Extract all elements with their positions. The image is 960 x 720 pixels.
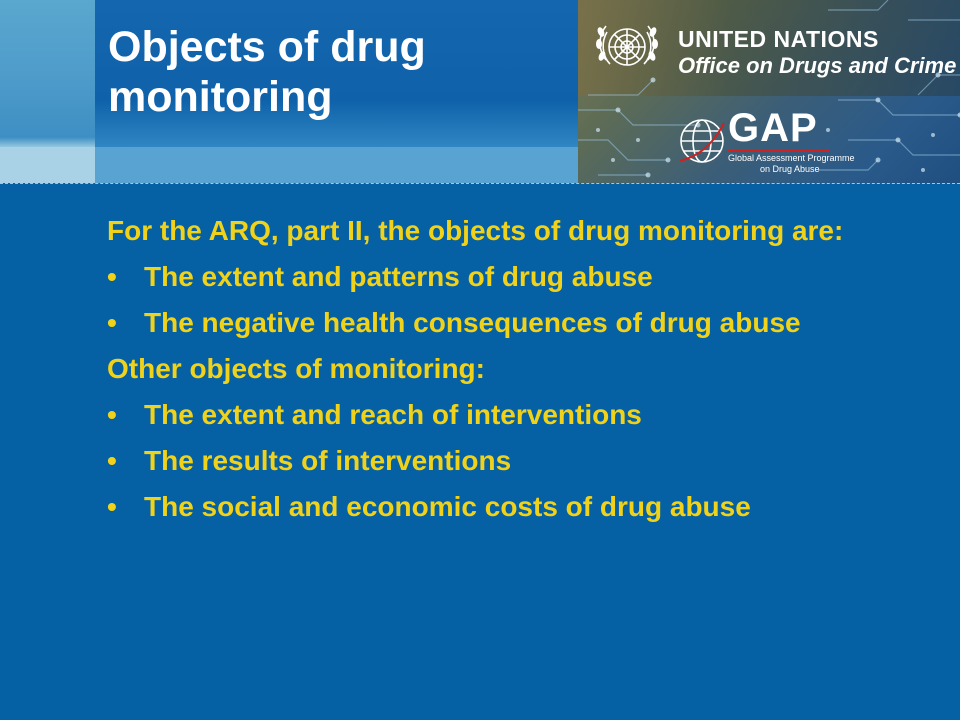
slide-title: Objects of drug monitoring [108, 23, 426, 121]
gap-tagline-line2: on Drug Abuse [760, 164, 820, 174]
gap-logo-underline [728, 150, 830, 152]
gap-logo-text: GAP [728, 106, 818, 150]
bullet-text: The extent and patterns of drug abuse [144, 261, 653, 292]
bullet-text: The extent and reach of interventions [144, 399, 642, 430]
bullet-text: The negative health consequences of drug abuse [144, 307, 801, 338]
bullet-glyph: • [107, 307, 117, 338]
bullet-item [107, 259, 917, 295]
slide-body [107, 213, 917, 535]
un-name-line2: Office on Drugs and Crime [678, 53, 957, 78]
bullet-glyph: • [107, 445, 117, 476]
un-name-line1: UNITED NATIONS [678, 26, 879, 52]
header-banner-image [578, 0, 960, 183]
bullet-text: The results of interventions [144, 445, 512, 476]
bullet-glyph: • [107, 399, 117, 430]
intro-paragraph: For the ARQ, part II, the objects of drug monitoring are: [107, 215, 844, 246]
header-left-strip [0, 0, 95, 183]
bullet-item [107, 397, 917, 433]
bullet-text: The social and economic costs of drug abuse [144, 491, 751, 522]
gap-globe-icon [676, 117, 728, 165]
gap-tagline-line1: Global Assessment Programme [728, 153, 855, 163]
un-emblem-icon [592, 14, 662, 80]
slide-header [0, 0, 960, 183]
bullet-item [107, 305, 917, 341]
header-divider [0, 183, 960, 184]
bullet-glyph: • [107, 491, 117, 522]
bullet-item [107, 443, 917, 479]
bullet-glyph: • [107, 261, 117, 292]
bullet-item [107, 489, 917, 525]
section-heading: Other objects of monitoring: [107, 353, 485, 384]
